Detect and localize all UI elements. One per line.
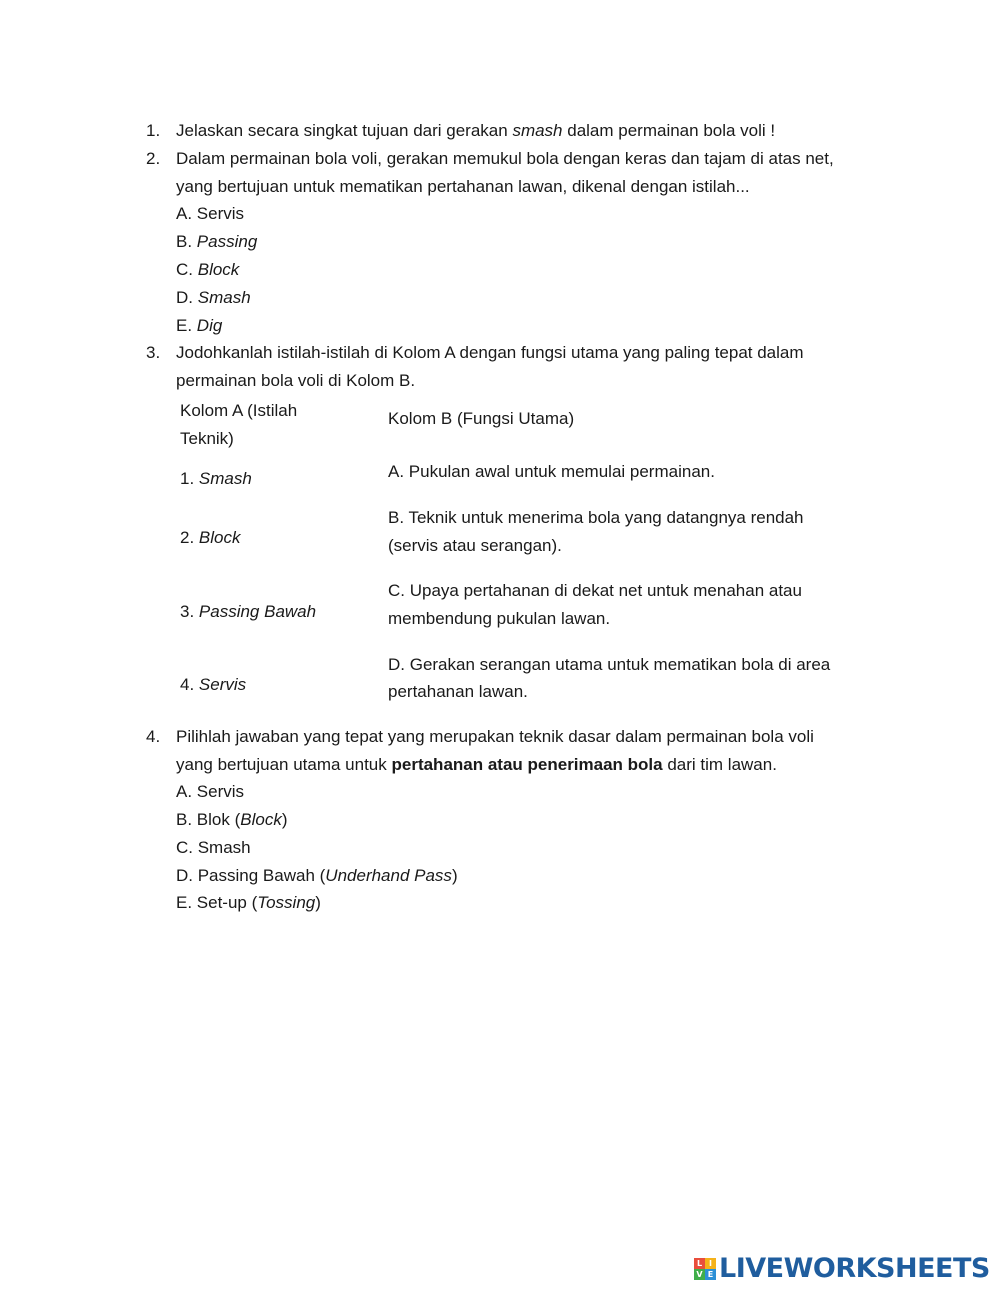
q2-option-a[interactable]: A. Servis (176, 204, 245, 223)
q3-text-line2: permainan bola voli di Kolom B. (176, 371, 416, 390)
q1-number: 1. (146, 121, 161, 140)
q4-option-a[interactable]: A. Servis (176, 782, 245, 801)
liveworksheets-logo[interactable] (694, 1254, 990, 1284)
q3-header-col-a-line1: Kolom A (Istilah (180, 401, 298, 420)
q2-option-c[interactable]: C. Block (176, 260, 240, 279)
q2-option-d[interactable]: D. Smash (176, 288, 251, 307)
q3-col-b-item-d-line2[interactable]: pertahanan lawan. (388, 682, 528, 701)
logo-text: LIVEWORKSHEETS (719, 1253, 990, 1284)
q3-col-a-item-2[interactable]: 2. Block (180, 528, 241, 547)
q3-col-b-item-a[interactable]: A. Pukulan awal untuk memulai permainan. (388, 462, 715, 481)
q3-col-a-item-3[interactable]: 3. Passing Bawah (180, 602, 317, 621)
q2-number: 2. (146, 149, 161, 168)
q3-header-col-b: Kolom B (Fungsi Utama) (388, 409, 575, 428)
q4-text-line1: Pilihlah jawaban yang tepat yang merupakan teknik dasar dalam permainan bola voli (176, 727, 814, 746)
q4-text-line2: yang bertujuan utama untuk pertahanan atau penerimaan bola dari tim lawan. (176, 755, 777, 774)
q3-col-a-item-1[interactable]: 1. Smash (180, 469, 252, 488)
q4-option-c[interactable]: C. Smash (176, 838, 251, 857)
q3-col-b-item-b-line1[interactable]: B. Teknik untuk menerima bola yang datangnya rendah (388, 508, 804, 527)
q4-option-d[interactable]: D. Passing Bawah (Underhand Pass) (176, 866, 458, 885)
q4-number: 4. (146, 727, 161, 746)
live-logo-icon (694, 1258, 716, 1280)
q2-text-line1: Dalam permainan bola voli, gerakan memukul bola dengan keras dan tajam di atas net, (176, 149, 834, 168)
q3-col-b-item-c-line2[interactable]: membendung pukulan lawan. (388, 609, 611, 628)
q4-option-b[interactable]: B. Blok (Block) (176, 810, 288, 829)
q3-text-line1: Jodohkanlah istilah-istilah di Kolom A dengan fungsi utama yang paling tepat dalam (176, 343, 804, 362)
q3-col-b-item-d-line1[interactable]: D. Gerakan serangan utama untuk mematikan bola di area (388, 655, 831, 674)
logo-mark-v: V (694, 1269, 705, 1280)
q1-text: Jelaskan secara singkat tujuan dari gerakan smash dalam permainan bola voli ! (176, 121, 776, 140)
q2-option-e[interactable]: E. Dig (176, 316, 223, 335)
logo-mark-l: L (694, 1258, 705, 1269)
q2-option-b[interactable]: B. Passing (176, 232, 258, 251)
q3-header-col-a-line2: Teknik) (180, 429, 234, 448)
q2-text-line2: yang bertujuan untuk mematikan pertahanan lawan, dikenal dengan istilah... (176, 177, 750, 196)
q3-col-b-item-b-line2[interactable]: (servis atau serangan). (388, 536, 562, 555)
q3-number: 3. (146, 343, 161, 362)
logo-mark-e: E (705, 1269, 716, 1280)
q4-option-e[interactable]: E. Set-up (Tossing) (176, 893, 321, 912)
q3-col-b-item-c-line1[interactable]: C. Upaya pertahanan di dekat net untuk menahan atau (388, 581, 802, 600)
q3-col-a-item-4[interactable]: 4. Servis (180, 675, 247, 694)
logo-mark-i: I (705, 1258, 716, 1269)
